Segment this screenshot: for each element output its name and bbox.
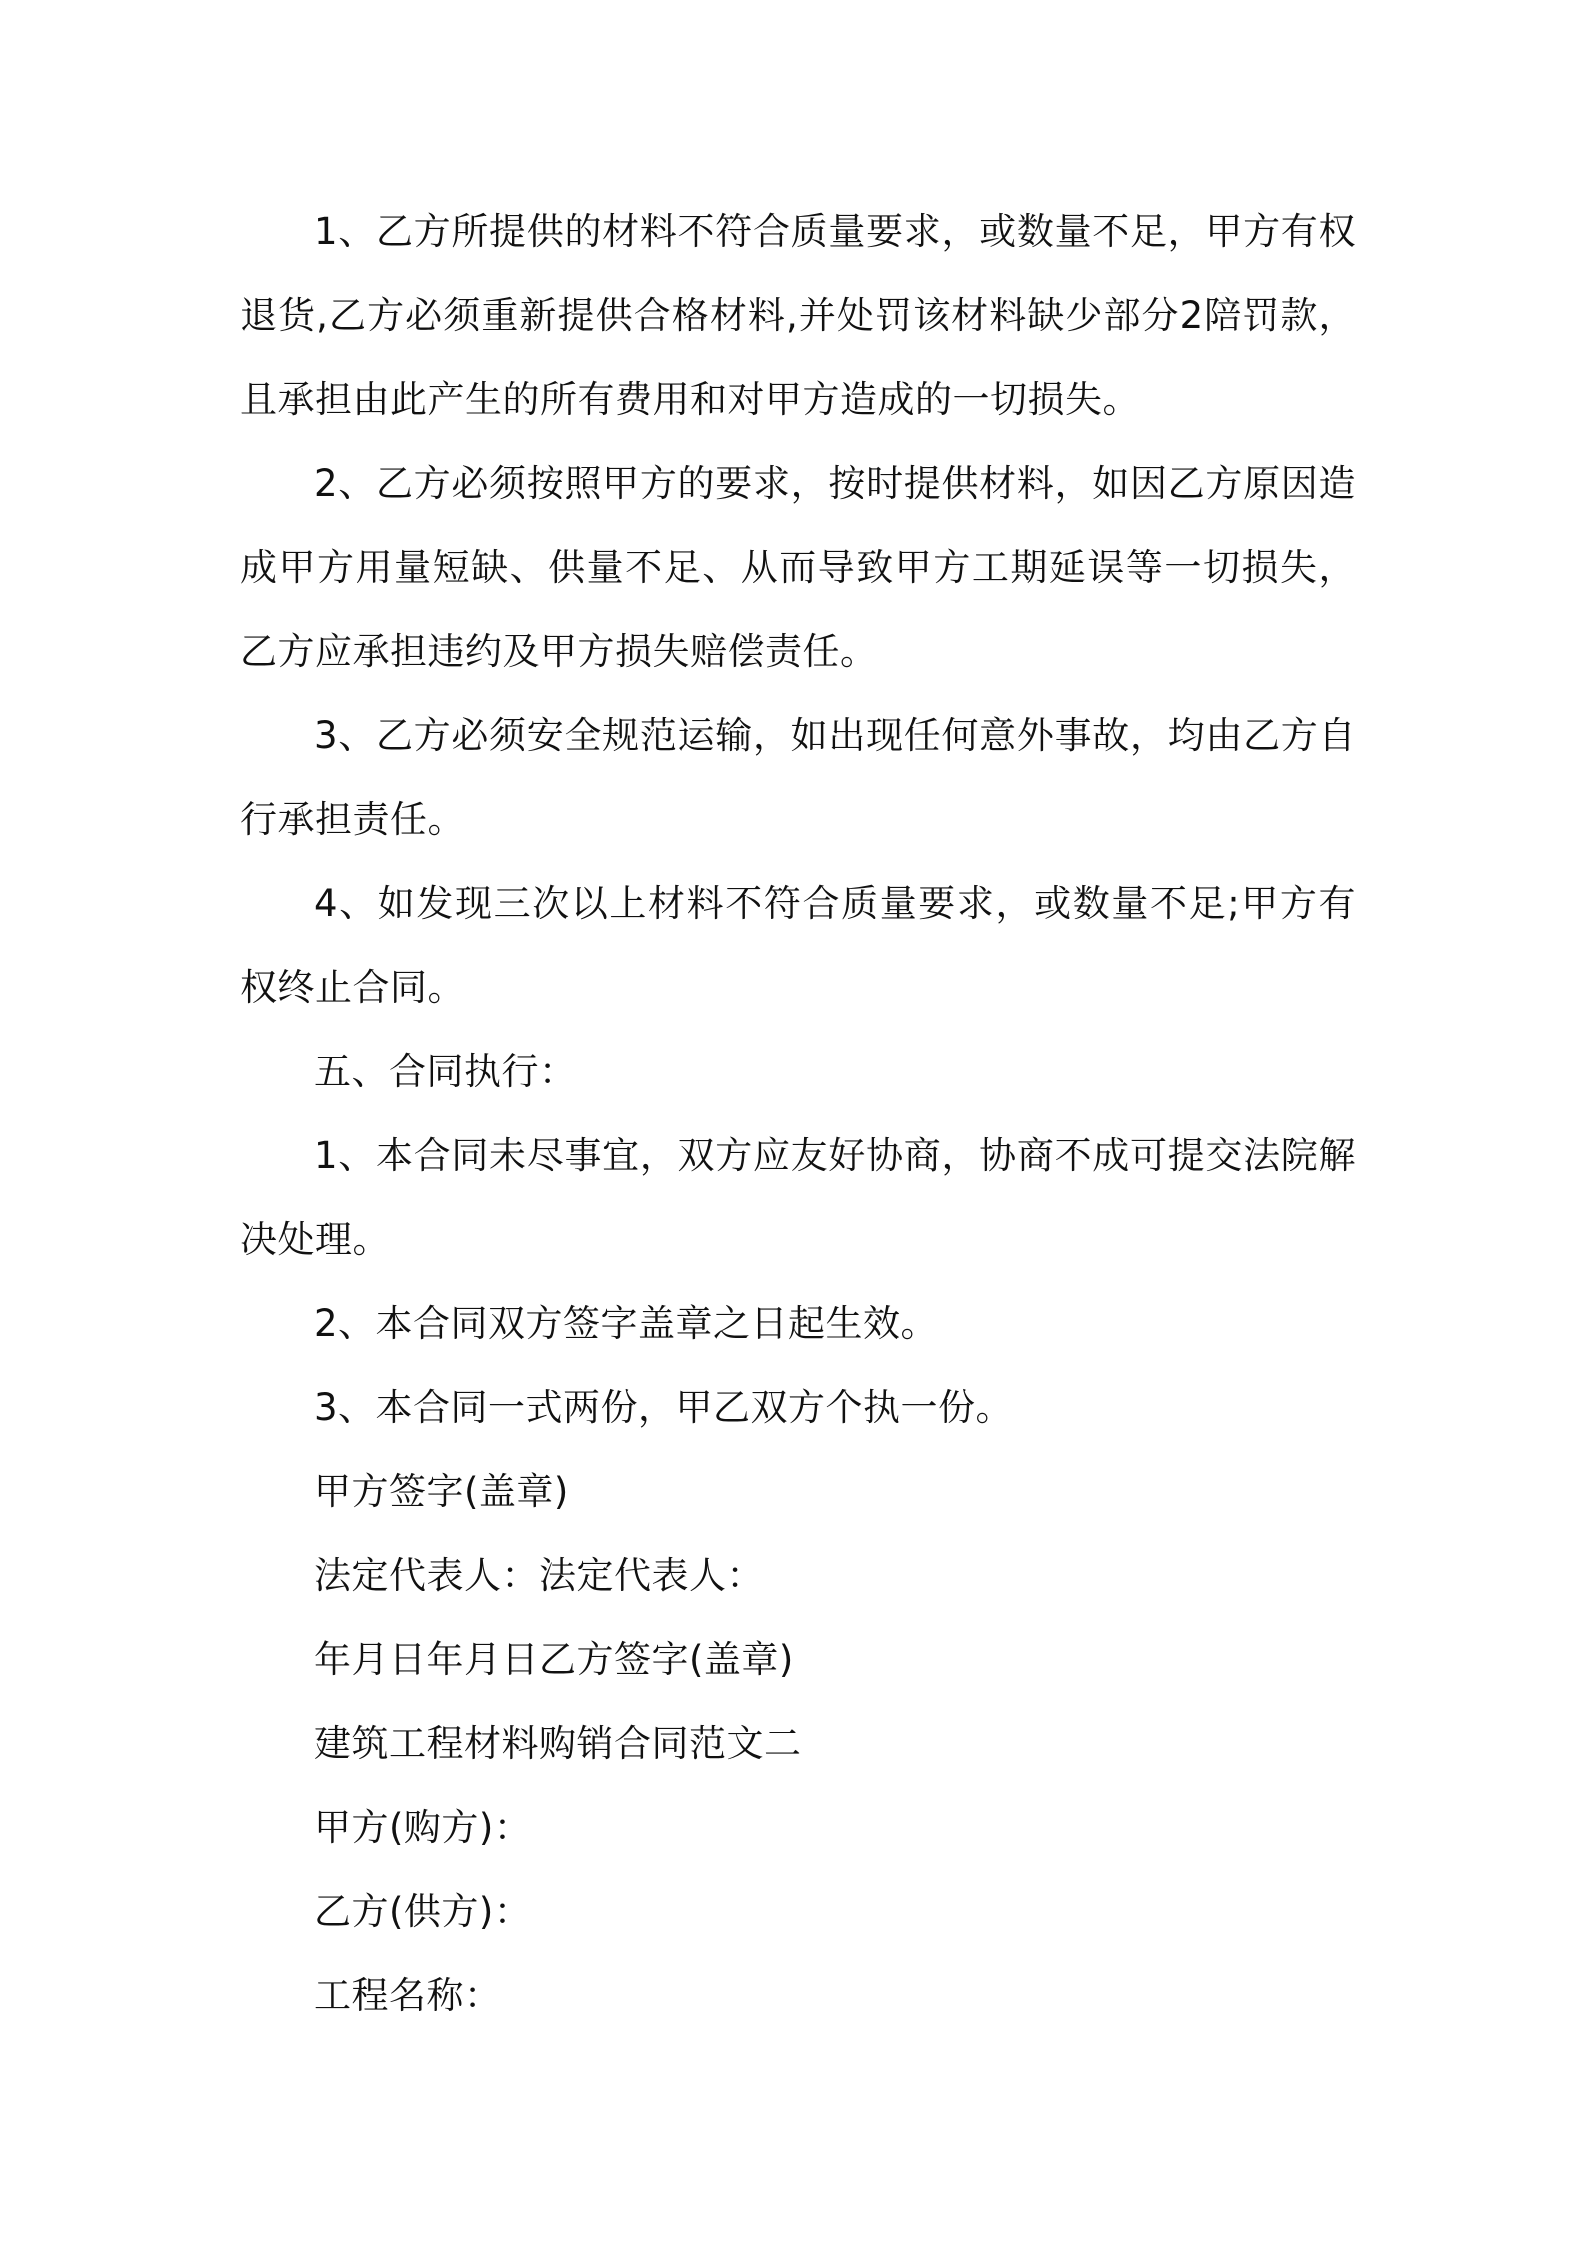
clause-2: 2、乙方必须按照甲方的要求，按时提供材料，如因乙方原因造成甲方用量短缺、供量不足、从而导致甲方工期延误等一切损失，乙方应承担违约及甲方损失赔偿责任。 [240,462,1356,673]
party-a-buyer-field: 甲方(购方)： [314,1806,532,1849]
section-5-clause-3: 3、本合同一式两份，甲乙双方个执一份。 [314,1386,1014,1429]
party-b-supplier-field: 乙方(供方)： [314,1890,532,1933]
section-5-heading: 五、合同执行： [314,1050,577,1093]
section-5-clause-1: 1、本合同未尽事宜，双方应友好协商，协商不成可提交法院解决处理。 [240,1134,1356,1261]
second-contract-title: 建筑工程材料购销合同范文二 [314,1722,802,1765]
section-5-clause-2: 2、本合同双方签字盖章之日起生效。 [314,1302,939,1345]
document-page [240,190,1356,2038]
party-a-signature-line: 甲方签字(盖章) [314,1470,569,1513]
date-signature-line: 年月日年月日乙方签字(盖章) [314,1638,794,1681]
clause-4: 4、如发现三次以上材料不符合质量要求，或数量不足;甲方有权终止合同。 [240,882,1356,1009]
legal-representative-line: 法定代表人：法定代表人： [314,1554,764,1597]
clause-1: 1、乙方所提供的材料不符合质量要求，或数量不足，甲方有权退货,乙方必须重新提供合格材料,并处罚该材料缺少部分2陪罚款，且承担由此产生的所有费用和对甲方造成的一切损失。 [240,210,1356,421]
project-name-field: 工程名称： [314,1974,502,2017]
clause-3: 3、乙方必须安全规范运输，如出现任何意外事故，均由乙方自行承担责任。 [240,714,1356,841]
